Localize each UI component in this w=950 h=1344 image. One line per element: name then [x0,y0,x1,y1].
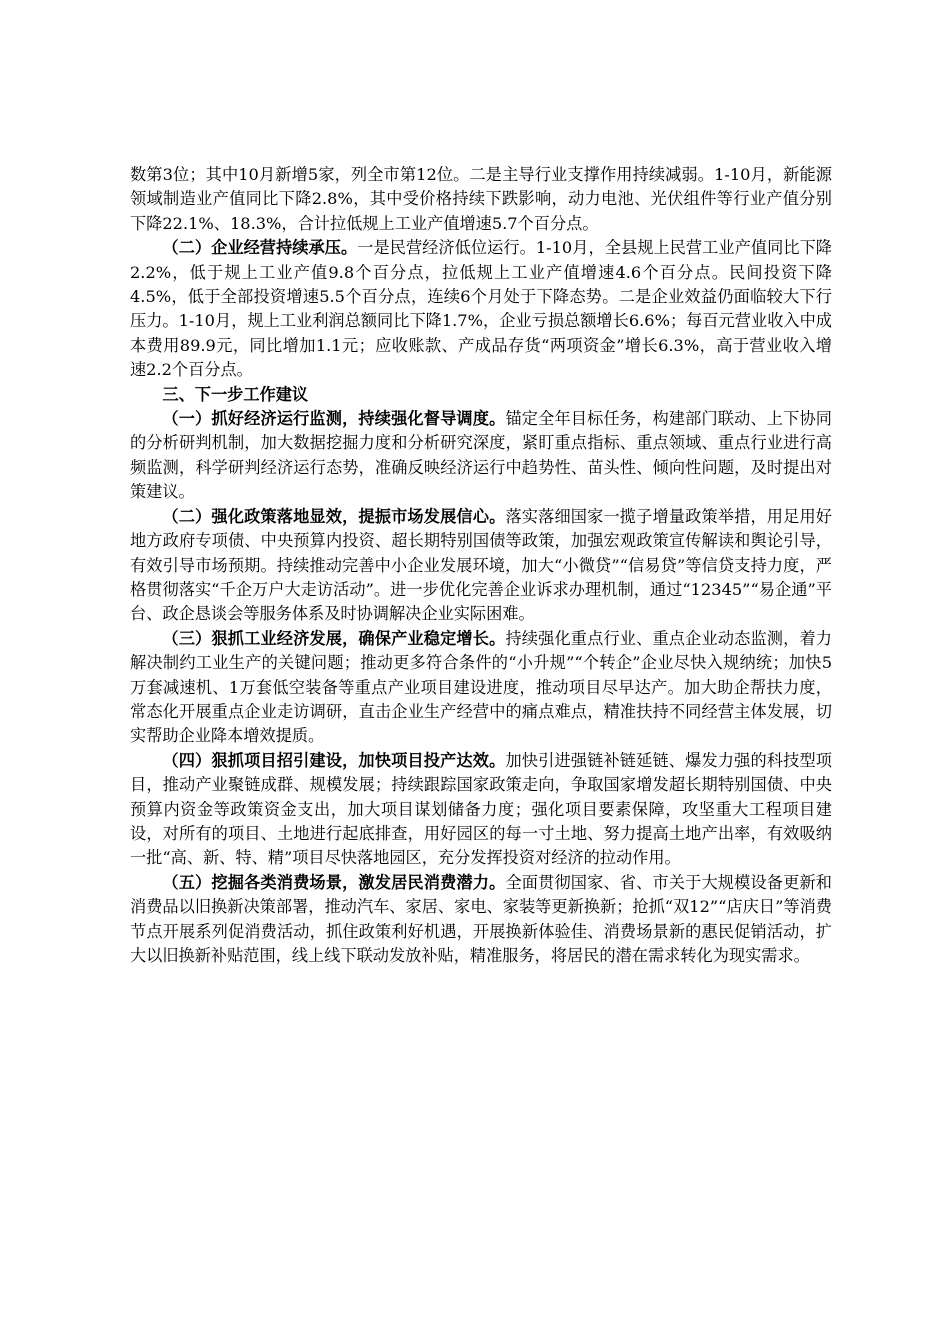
document-body [130,163,832,968]
recommendation-lead: （一）抓好经济运行监测，持续强化督导调度。 [162,409,506,429]
recommendation-lead: （五）挖掘各类消费场景，激发居民消费潜力。 [162,872,506,892]
recommendation-3 [130,627,832,749]
recommendation-text: 全面贯彻国家、省、市关于大规模设备更新和消费品以旧换新决策部署，推动汽车、家居、家电、家装等更新换新；抢抓“双12”“店庆日”等消费节点开展系列促消费活动，抓住政策利好机遇，开展换新体验佳、消费场景新的惠民促销活动，扩大以旧换新补贴范围，线上线下联动发放补贴，精准服务，将居民的潜在需求转化为现实需求。 [130,872,832,965]
recommendation-2 [130,505,832,627]
recommendation-1 [130,407,832,505]
paragraph-text: 数第3位；其中10月新增5家，列全市第12位。二是主导行业支撑作用持续减弱。1-10月，新能源领域制造业产值同比下降2.8%，其中受价格持续下跌影响，动力电池、光伏组件等行业产值分别下降22.1%、18.3%，合计拉低规上工业产值增速5.7个百分点。 [130,165,832,233]
recommendation-5 [130,871,832,969]
paragraph-continuation [130,163,832,236]
recommendation-lead: （四）狠抓项目招引建设，加快项目投产达效。 [162,750,506,770]
recommendation-text: 加快引进强链补链延链、爆发力强的科技型项目，推动产业聚链成群、规模发展；持续跟踪国家政策走向，争取国家增发超长期特别国债、中央预算内资金等政策资金支出，加大项目谋划储备力度；强化项目要素保障，攻坚重大工程项目建设，对所有的项目、土地进行起底排查，用好园区的每一寸土地、努力提高土地产出率，有效吸纳一批“高、新、特、精”项目尽快落地园区，充分发挥投资对经济的拉动作用。 [130,750,832,868]
section-heading: 三、下一步工作建议 [162,384,309,404]
recommendation-text: 锚定全年目标任务，构建部门联动、上下协同的分析研判机制，加大数据挖掘力度和分析研究深度，紧盯重点指标、重点领域、重点行业进行高频监测，科学研判经济运行态势，准确反映经济运行中趋势性、苗头性、倾向性问题，及时提出对策建议。 [130,409,832,502]
paragraph-text: 一是民营经济低位运行。1-10月，全县规上民营工业产值同比下降2.2%，低于规上工业产值9.8个百分点，拉低规上工业产值增速4.6个百分点。民间投资下降4.5%，低于全部投资增速5.5个百分点，连续6个月处于下降态势。二是企业效益仍面临较大下行压力。1-10月，规上工业利润总额同比下降1.7%，企业亏损总额增长6.6%；每百元营业收入中成本费用89.9元，同比增加1.1元；应收账款、产成品存货“两项资金”增长6.3%，高于营业收入增速2.2个百分点。 [130,238,832,380]
recommendation-text: 落实落细国家一揽子增量政策举措，用足用好地方政府专项债、中央预算内投资、超长期特别国债等政策，加强宏观政策宣传解读和舆论引导，有效引导市场预期。持续推动完善中小企业发展环境，加大“小微贷”“信易贷”等信贷支持力度，严格贯彻落实“千企万户大走访活动”。进一步优化完善企业诉求办理机制，通过“12345”“易企通”平台、政企恳谈会等服务体系及时协调解决企业实际困难。 [130,506,832,624]
recommendation-4 [130,749,832,871]
paragraph-business-pressure [130,236,832,382]
recommendation-lead: （三）狠抓工业经济发展，确保产业稳定增长。 [162,628,506,648]
paragraph-lead: （二）企业经营持续承压。 [162,238,358,258]
recommendation-lead: （二）强化政策落地显效，提振市场发展信心。 [162,506,506,526]
recommendation-text: 持续强化重点行业、重点企业动态监测，着力解决制约工业生产的关键问题；推动更多符合条件的“小升规”“个转企”企业尽快入规纳统；加快5万套减速机、1万套低空装备等重点产业项目建设进度，推动项目尽早达产。加大助企帮扶力度，常态化开展重点企业走访调研，直击企业生产经营中的痛点难点，精准扶持不同经营主体发展，切实帮助企业降本增效提质。 [130,628,832,746]
